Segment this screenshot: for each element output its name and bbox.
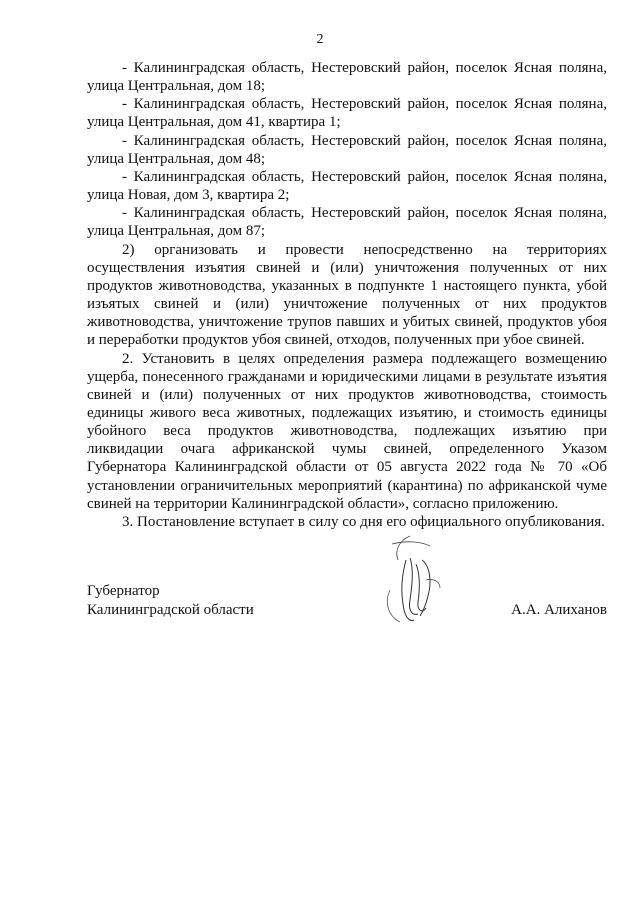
signature-block [87, 582, 607, 632]
address-item: - Калининградская область, Нестеровский район, поселок Ясная поляна, улица Центральная, дом 41, квартира 1; [87, 96, 607, 131]
address-item: - Калининградская область, Нестеровский район, поселок Ясная поляна, улица Новая, дом 3, квартира 2; [87, 168, 607, 204]
signatory-name: А.А. Алиханов [511, 602, 607, 618]
point-3-paragraph: 3. Постановление вступает в силу со дня его официального опубликования. [122, 513, 605, 530]
address-item: - Калининградская область, Нестеровский район, поселок Ясная поляна, улица Центральная, дом 18; [87, 60, 607, 95]
document-body [87, 59, 607, 531]
subpoint-2-paragraph: 2) организовать и провести непосредственно на территориях осуществления изъятия свиней и (или) уничтожения полученных от них продуктов животноводства, указанных в подпункте 1 настоящего пункта, убой изъятых свиней и (или) уничтожение полученных от них продуктов животноводства, уничтожение трупов павших и убитых свиней, продуктов убоя и переработки продуктов убоя свиней, отходов, полученных при убое свиней. [87, 241, 607, 349]
signatory-title-line2: Калининградской области [87, 602, 254, 618]
address-item: - Калининградская область, Нестеровский район, поселок Ясная поляна, улица Центральная, дом 48; [87, 132, 607, 167]
signatory-title-line1: Губернатор [87, 583, 160, 599]
page-number: 2 [316, 32, 324, 47]
signatory-title [87, 582, 254, 620]
address-item: - Калининградская область, Нестеровский район, поселок Ясная поляна, улица Центральная, дом 87; [87, 205, 607, 240]
point-2-paragraph: 2. Установить в целях определения размера подлежащего возмещению ущерба, понесенного гражданами и юридическими лицами в результате изъятия свиней и (или) полученных от них продуктов животноводства, стоимость единицы живого веса животных, подлежащих изъятию, и стоимость единицы убойного веса продуктов животноводства, подлежащих изъятию при ликвидации очага африканской чумы свиней, определенного Указом Губернатора Калининградской области от 05 августа 2022 года № 70 «Об установлении ограничительных мероприятий (карантина) по африканской чуме свиней на территории Калининградской области», согласно приложению. [87, 350, 607, 512]
